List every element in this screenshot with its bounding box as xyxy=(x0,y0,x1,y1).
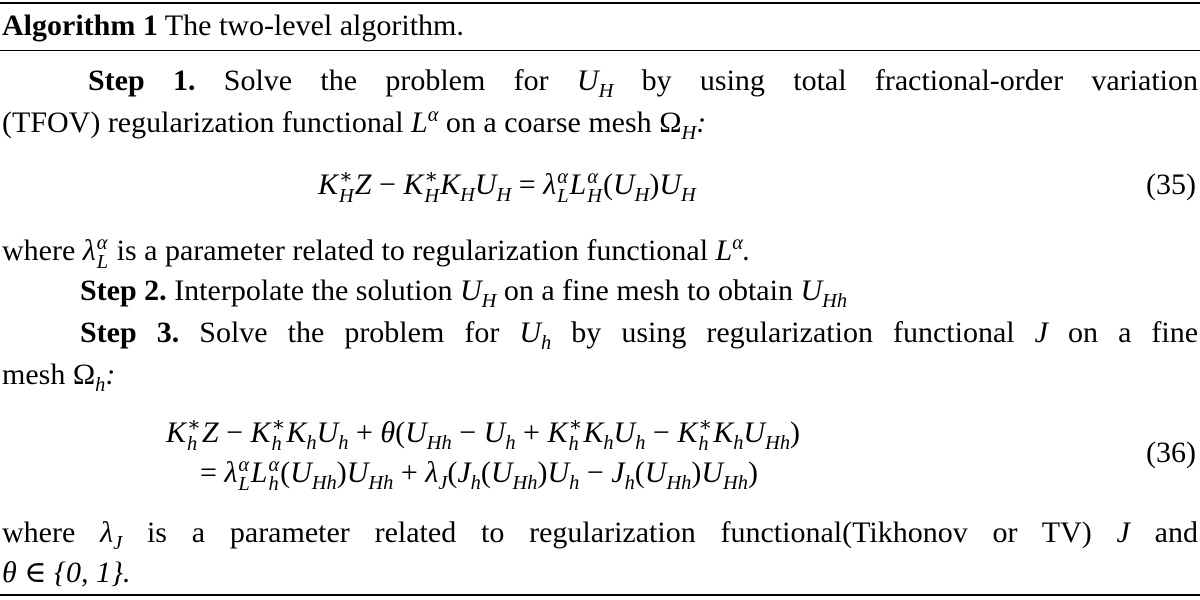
symbol-UHh: $U_{Hh}$ xyxy=(800,274,848,313)
where2-text-a: where xyxy=(2,516,76,549)
step1-line2 xyxy=(2,103,707,145)
header-rule xyxy=(0,50,1200,51)
symbol-lambda-J: $\lambda_J$ xyxy=(100,516,123,555)
step2-text-a: Interpolate the solution xyxy=(174,274,453,307)
where2-text-c: and xyxy=(1154,516,1198,549)
step1-text-d: on a coarse mesh xyxy=(445,106,652,139)
where2-line2 xyxy=(2,554,130,592)
step3-line2 xyxy=(2,356,116,397)
where2-text-b: is a parameter related to regularization functional(Tikhonov or TV) xyxy=(146,516,1092,549)
step2-label: Step 2. xyxy=(80,274,167,307)
step3-text-d: mesh xyxy=(2,358,66,391)
step1-text-a: Solve the problem for xyxy=(223,64,549,97)
step1-line1 xyxy=(88,62,1198,103)
where1-text-b: is a parameter related to regularization functional xyxy=(116,234,709,267)
step3-text-c: on a fine xyxy=(1068,316,1199,349)
equation-35-number: (35) xyxy=(1146,168,1196,201)
step1-text-c: (TFOV) regularization functional xyxy=(2,106,404,139)
top-rule xyxy=(0,2,1200,4)
equation-35: K ∗ H Z − K ∗ H $K_HU_H = \lambda$ α L L α H $(U_H)U_H$ xyxy=(318,165,696,208)
symbol-lambda-L-alpha: λ α L xyxy=(82,231,109,274)
equation-36-number: (36) xyxy=(1146,436,1196,469)
symbol-J-2: J xyxy=(1116,516,1130,549)
step3-text-a: Solve the problem for xyxy=(199,316,500,349)
symbol-J: J xyxy=(1034,316,1048,349)
step1-label: Step 1. xyxy=(88,64,196,97)
algorithm-title: The two-level algorithm. xyxy=(164,9,464,42)
algorithm-header xyxy=(2,6,464,46)
bottom-rule xyxy=(0,594,1200,596)
where2-text-d: θ ∈ {0, 1}. xyxy=(2,556,131,589)
where2-line1 xyxy=(2,514,1198,555)
step1-text-b: by using total fractional-order variation xyxy=(641,64,1198,97)
where1-line xyxy=(2,232,750,272)
symbol-Uh: $U_h$ xyxy=(519,316,552,355)
step3-line1 xyxy=(80,314,1199,355)
symbol-L-alpha-2: $L^\alpha$. xyxy=(715,231,751,267)
step3-label: Step 3. xyxy=(80,316,180,349)
symbol-Omega-h: $\Omega_h$: xyxy=(72,358,116,397)
equation-36-line2: = λ α L L α h $(U_{Hh})U_{Hh} + \lambda_J(J_h(U_{Hh})U_h - J_h(U_{Hh})U_{Hh})$ xyxy=(200,453,758,496)
equation-36-line1: K ∗ h Z − K ∗ h $K_hU_h + \theta(U_{Hh} - U_h + K$ ∗ h $K_hU_h - K$ ∗ h $K_hU_{Hh}$) xyxy=(166,413,801,456)
algorithm-label: Algorithm 1 xyxy=(2,9,158,42)
symbol-Omega-H: $\Omega_H$: xyxy=(659,106,707,145)
step3-text-b: by using regularization functional xyxy=(571,316,1015,349)
step2-text-b: on a fine mesh to obtain xyxy=(503,274,793,307)
where1-text-a: where xyxy=(2,234,76,267)
symbol-UH: $U_H$ xyxy=(576,64,614,103)
symbol-L-alpha: $L^\alpha$ xyxy=(411,103,439,139)
symbol-UH-2: $U_H$ xyxy=(459,274,497,313)
step2-line xyxy=(80,272,848,313)
